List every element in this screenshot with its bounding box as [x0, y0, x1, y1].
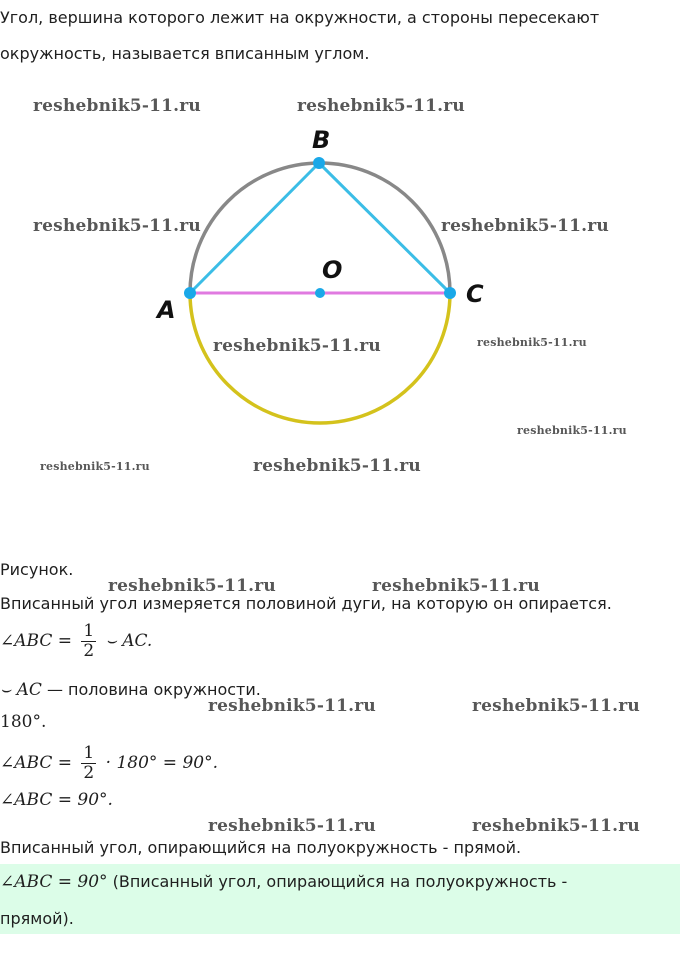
watermark: reshebnik5-11.ru	[208, 696, 376, 716]
label-o: O	[322, 256, 343, 284]
point-c	[444, 287, 456, 299]
figure-caption: Рисунок.	[0, 560, 74, 579]
conclusion-text: Вписанный угол, опирающийся на полуокружность - прямой.	[0, 838, 522, 857]
watermark: reshebnik5-11.ru	[108, 576, 276, 596]
point-b	[313, 157, 325, 169]
answer-box	[0, 864, 680, 934]
watermark: reshebnik5-11.ru	[472, 816, 640, 836]
answer-line-2: прямой).	[0, 909, 74, 928]
watermark: reshebnik5-11.ru	[33, 96, 201, 116]
point-a	[184, 287, 196, 299]
watermark: reshebnik5-11.ru	[477, 336, 587, 349]
formula-1: ∠ABC = $\frac{1}{2}$ ⌣ AC.	[0, 621, 153, 661]
degree-180: 180°.	[0, 712, 47, 732]
watermark: reshebnik5-11.ru	[213, 336, 381, 356]
formula-3: ∠ABC = 90°.	[0, 790, 113, 810]
upper-semicircle	[190, 163, 450, 293]
arc-line: ⌣ AC — половина окружности.	[0, 680, 261, 700]
rule-text: Вписанный угол измеряется половиной дуги, на которую он опирается.	[0, 594, 612, 613]
watermark: reshebnik5-11.ru	[372, 576, 540, 596]
watermark: reshebnik5-11.ru	[297, 96, 465, 116]
formula-2: ∠ABC = $\frac{1}{2}$ · 180° = 90°.	[0, 743, 218, 783]
point-o	[315, 288, 325, 298]
lower-semicircle-arc	[190, 293, 450, 423]
watermark: reshebnik5-11.ru	[33, 216, 201, 236]
watermark: reshebnik5-11.ru	[253, 456, 421, 476]
answer-line-1: ∠ABC = 90° (Вписанный угол, опирающийся на полуокружность -	[0, 872, 568, 892]
watermark: reshebnik5-11.ru	[472, 696, 640, 716]
label-a: A	[157, 296, 176, 324]
intro-line-2: окружность, называется вписанным углом.	[0, 44, 370, 63]
watermark: reshebnik5-11.ru	[208, 816, 376, 836]
label-c: C	[466, 280, 484, 308]
watermark: reshebnik5-11.ru	[517, 424, 627, 437]
watermark: reshebnik5-11.ru	[40, 460, 150, 473]
label-b: B	[312, 126, 331, 154]
intro-line-1: Угол, вершина которого лежит на окружности, а стороны пересекают	[0, 8, 600, 27]
watermark: reshebnik5-11.ru	[441, 216, 609, 236]
